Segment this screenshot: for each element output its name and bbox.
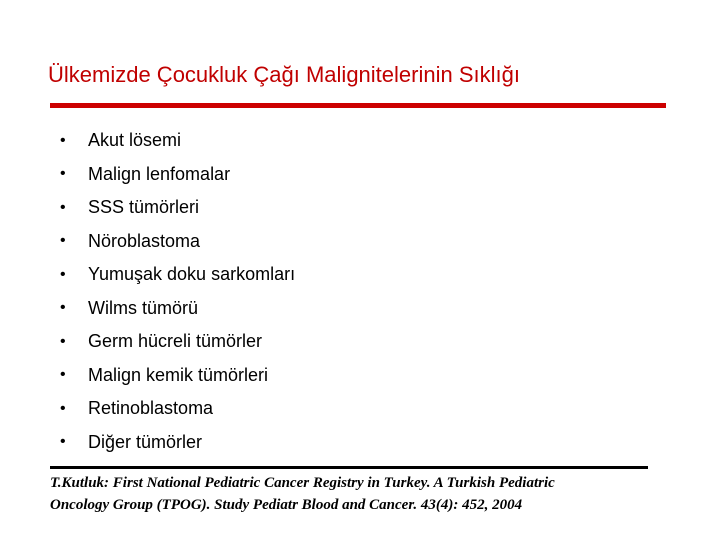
list-item	[60, 124, 295, 158]
reference-divider	[50, 466, 648, 469]
list-item-label: Akut lösemi	[88, 130, 182, 151]
list-item	[60, 158, 295, 192]
list-item	[60, 191, 295, 225]
list-item	[60, 392, 295, 426]
list-item	[60, 225, 295, 259]
list-item-label: Nöroblastoma	[88, 230, 201, 251]
list-item-label: Yumuşak doku sarkomları	[88, 264, 296, 285]
bullet-dot-icon: •	[60, 433, 66, 451]
list-item-label: Retinoblastoma	[88, 398, 214, 419]
bullet-dot-icon: •	[60, 165, 66, 183]
bullet-dot-icon: •	[60, 366, 66, 384]
list-item	[60, 325, 295, 359]
list-item	[60, 292, 295, 326]
reference-line-1: T.Kutluk: First National Pediatric Cancer Registry in Turkey. A Turkish Pediatric	[50, 475, 555, 491]
list-item-label: SSS tümörleri	[88, 197, 200, 218]
reference-line-2: Oncology Group (TPOG). Study Pediatr Blood and Cancer. 43(4): 452, 2004	[50, 497, 523, 513]
bullet-dot-icon: •	[60, 131, 66, 149]
bullet-dot-icon: •	[60, 198, 66, 216]
bullet-dot-icon: •	[60, 299, 66, 317]
bullet-dot-icon: •	[60, 332, 66, 350]
list-item-label: Germ hücreli tümörler	[88, 331, 263, 352]
list-item	[60, 258, 295, 292]
list-item-label: Diğer tümörler	[88, 431, 203, 452]
title-underline	[50, 103, 666, 108]
bullet-dot-icon: •	[60, 399, 66, 417]
list-item	[60, 359, 295, 393]
slide-title: Ülkemizde Çocukluk Çağı Malignitelerinin Sıklığı	[48, 62, 520, 87]
bullet-list	[60, 124, 295, 459]
bullet-dot-icon: •	[60, 265, 66, 283]
list-item-label: Wilms tümörü	[88, 297, 199, 318]
reference-citation	[50, 472, 690, 516]
list-item-label: Malign kemik tümörleri	[88, 364, 269, 385]
list-item-label: Malign lenfomalar	[88, 163, 231, 184]
bullet-dot-icon: •	[60, 232, 66, 250]
list-item	[60, 426, 295, 460]
